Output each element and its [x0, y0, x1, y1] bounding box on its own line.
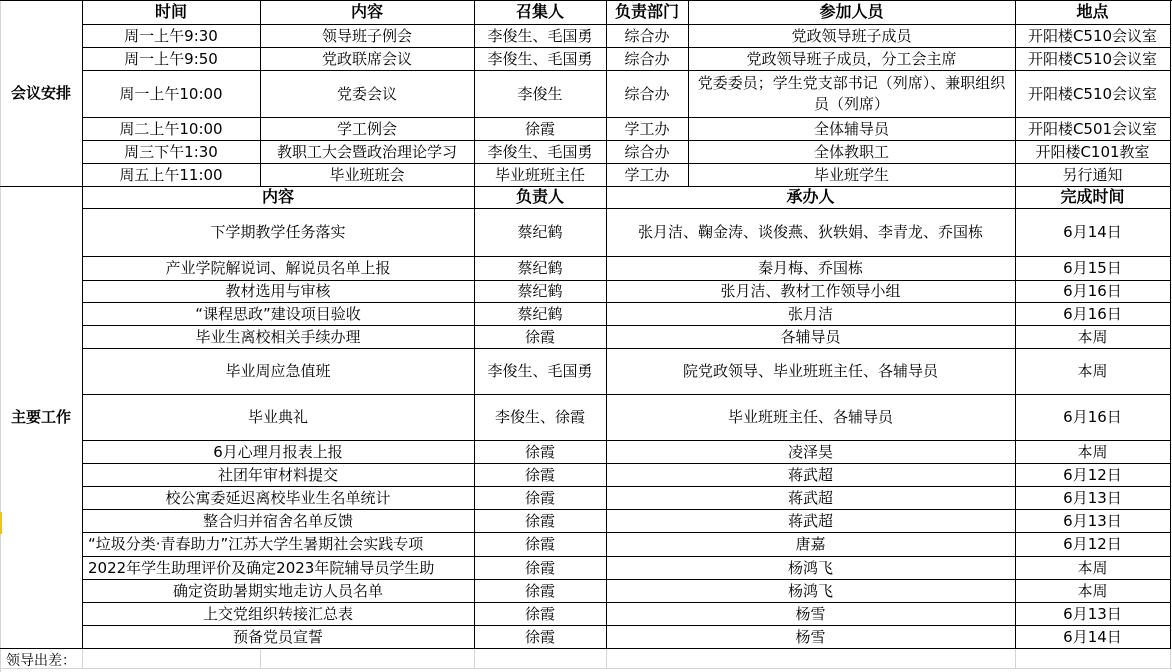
meetings-cell-location[interactable]: 开阳楼C510会议室: [1015, 24, 1171, 48]
work-cell-content[interactable]: 校公寓委延迟离校毕业生名单统计: [82, 486, 475, 510]
work-cell-content[interactable]: 整合归并宿舍名单反馈: [82, 509, 475, 533]
work-cell-handler[interactable]: 凌泽昊: [606, 440, 1016, 464]
work-cell-handler[interactable]: 蒋武超: [606, 509, 1016, 533]
meetings-cell-location[interactable]: 开阳楼C501会议室: [1015, 117, 1171, 141]
meetings-cell-time[interactable]: 周一上午9:30: [82, 24, 261, 48]
work-cell-handler[interactable]: 张月洁、鞠金涛、谈俊燕、狄轶娟、李青龙、乔国栋: [606, 208, 1016, 257]
meetings-cell-location[interactable]: 开阳楼C101教室: [1015, 140, 1171, 164]
work-cell-content[interactable]: 毕业典礼: [82, 394, 475, 441]
work-cell-handler[interactable]: 蒋武超: [606, 486, 1016, 510]
work-cell-handler[interactable]: 杨雪: [606, 625, 1016, 649]
work-cell-deadline[interactable]: 本周: [1015, 579, 1171, 603]
meetings-cell-time[interactable]: 周五上午11:00: [82, 163, 261, 187]
work-header-content[interactable]: 内容: [82, 186, 475, 209]
meetings-cell-dept[interactable]: 学工办: [606, 163, 689, 187]
work-cell-owner[interactable]: 蔡纪鹤: [474, 302, 607, 326]
work-cell-deadline[interactable]: 6月16日: [1015, 280, 1171, 303]
meetings-cell-time[interactable]: 周三下午1:30: [82, 140, 261, 164]
work-cell-deadline[interactable]: 6月16日: [1015, 302, 1171, 326]
work-cell-content[interactable]: 毕业周应急值班: [82, 348, 475, 395]
work-cell-handler[interactable]: 蒋武超: [606, 463, 1016, 487]
work-cell-owner[interactable]: 徐霞: [474, 486, 607, 510]
work-cell-deadline[interactable]: 本周: [1015, 556, 1171, 580]
work-cell-deadline[interactable]: 本周: [1015, 325, 1171, 349]
meetings-cell-content[interactable]: 党政联席会议: [260, 47, 475, 71]
meetings-cell-attendees[interactable]: 党政领导班子成员: [688, 24, 1016, 48]
work-header-owner[interactable]: 负责人: [474, 186, 607, 209]
work-cell-owner[interactable]: 蔡纪鹤: [474, 208, 607, 257]
work-cell-handler[interactable]: 院党政领导、毕业班班主任、各辅导员: [606, 348, 1016, 395]
work-cell-owner[interactable]: 蔡纪鹤: [474, 280, 607, 303]
work-header-deadline[interactable]: 完成时间: [1015, 186, 1171, 209]
meetings-cell-content[interactable]: 学工例会: [260, 117, 475, 141]
work-cell-deadline[interactable]: 6月13日: [1015, 486, 1171, 510]
meetings-cell-attendees[interactable]: 全体辅导员: [688, 117, 1016, 141]
meetings-cell-location[interactable]: 开阳楼C510会议室: [1015, 70, 1171, 118]
work-header-handler[interactable]: 承办人: [606, 186, 1016, 209]
meetings-cell-time[interactable]: 周一上午9:50: [82, 47, 261, 71]
meetings-header-attendees[interactable]: 参加人员: [688, 0, 1016, 25]
work-cell-owner[interactable]: 徐霞: [474, 509, 607, 533]
work-cell-content[interactable]: 社团年审材料提交: [82, 463, 475, 487]
meetings-header-dept[interactable]: 负责部门: [606, 0, 689, 25]
work-cell-content[interactable]: 2022年学生助理评价及确定2023年院辅导员学生助: [82, 556, 475, 580]
work-cell-handler[interactable]: 杨鸿飞: [606, 579, 1016, 603]
meetings-cell-dept[interactable]: 综合办: [606, 24, 689, 48]
meetings-cell-convener[interactable]: 徐霞: [474, 117, 607, 141]
meetings-cell-time[interactable]: 周一上午10:00: [82, 70, 261, 118]
work-cell-content[interactable]: 6月心理月报表上报: [82, 440, 475, 464]
work-cell-content[interactable]: 产业学院解说词、解说员名单上报: [82, 256, 475, 281]
meetings-cell-content[interactable]: 教职工大会暨政治理论学习: [260, 140, 475, 164]
work-cell-deadline[interactable]: 6月14日: [1015, 208, 1171, 257]
work-cell-owner[interactable]: 李俊生、徐霞: [474, 394, 607, 441]
work-cell-handler[interactable]: 杨雪: [606, 602, 1016, 626]
meetings-cell-convener[interactable]: 毕业班班主任: [474, 163, 607, 187]
meetings-section-label[interactable]: 会议安排: [0, 0, 83, 187]
work-cell-handler[interactable]: 各辅导员: [606, 325, 1016, 349]
meetings-cell-content[interactable]: 党委会议: [260, 70, 475, 118]
work-cell-deadline[interactable]: 6月16日: [1015, 394, 1171, 441]
meetings-cell-attendees[interactable]: 毕业班学生: [688, 163, 1016, 187]
meetings-header-location[interactable]: 地点: [1015, 0, 1171, 25]
work-cell-owner[interactable]: 徐霞: [474, 325, 607, 349]
work-cell-deadline[interactable]: 6月14日: [1015, 625, 1171, 649]
meetings-cell-dept[interactable]: 综合办: [606, 47, 689, 71]
footer-business-trip-label[interactable]: 领导出差：: [6, 653, 76, 669]
work-cell-content[interactable]: 预备党员宣誓: [82, 625, 475, 649]
work-cell-owner[interactable]: 徐霞: [474, 463, 607, 487]
work-cell-handler[interactable]: 秦月梅、乔国栋: [606, 256, 1016, 281]
meetings-cell-dept[interactable]: 学工办: [606, 117, 689, 141]
work-cell-deadline[interactable]: 本周: [1015, 440, 1171, 464]
meetings-cell-convener[interactable]: 李俊生、毛国勇: [474, 24, 607, 48]
meetings-header-time[interactable]: 时间: [82, 0, 261, 25]
meetings-cell-content[interactable]: 毕业班班会: [260, 163, 475, 187]
work-cell-content[interactable]: “垃圾分类·青春助力”江苏大学生暑期社会实践专项: [82, 532, 475, 557]
work-cell-content[interactable]: “课程思政”建设项目验收: [82, 302, 475, 326]
work-cell-owner[interactable]: 徐霞: [474, 440, 607, 464]
work-cell-deadline[interactable]: 6月15日: [1015, 256, 1171, 281]
work-cell-handler[interactable]: 杨鸿飞: [606, 556, 1016, 580]
meetings-cell-dept[interactable]: 综合办: [606, 70, 689, 118]
work-cell-content[interactable]: 上交党组织转接汇总表: [82, 602, 475, 626]
meetings-cell-content[interactable]: 领导班子例会: [260, 24, 475, 48]
work-cell-deadline[interactable]: 本周: [1015, 348, 1171, 395]
work-cell-content[interactable]: 教材选用与审核: [82, 280, 475, 303]
work-cell-content[interactable]: 下学期教学任务落实: [82, 208, 475, 257]
work-cell-owner[interactable]: 蔡纪鹤: [474, 256, 607, 281]
meetings-cell-attendees[interactable]: 党政领导班子成员，分工会主席: [688, 47, 1016, 71]
work-cell-deadline[interactable]: 6月13日: [1015, 509, 1171, 533]
work-cell-owner[interactable]: 徐霞: [474, 556, 607, 580]
meetings-header-content[interactable]: 内容: [260, 0, 475, 25]
work-cell-deadline[interactable]: 6月12日: [1015, 463, 1171, 487]
work-cell-deadline[interactable]: 6月12日: [1015, 532, 1171, 557]
meetings-cell-location[interactable]: 另行通知: [1015, 163, 1171, 187]
work-cell-owner[interactable]: 徐霞: [474, 602, 607, 626]
work-section-label[interactable]: 主要工作: [0, 186, 83, 649]
meetings-cell-time[interactable]: 周二上午10:00: [82, 117, 261, 141]
meetings-cell-attendees[interactable]: 党委委员；学生党支部书记（列席）、兼职组织员（列席）: [688, 70, 1016, 118]
meetings-cell-dept[interactable]: 综合办: [606, 140, 689, 164]
work-cell-deadline[interactable]: 6月13日: [1015, 602, 1171, 626]
work-cell-owner[interactable]: 李俊生、毛国勇: [474, 348, 607, 395]
meetings-header-convener[interactable]: 召集人: [474, 0, 607, 25]
work-cell-owner[interactable]: 徐霞: [474, 579, 607, 603]
work-cell-handler[interactable]: 张月洁: [606, 302, 1016, 326]
work-cell-owner[interactable]: 徐霞: [474, 532, 607, 557]
work-cell-owner[interactable]: 徐霞: [474, 625, 607, 649]
work-cell-handler[interactable]: 张月洁、教材工作领导小组: [606, 280, 1016, 303]
meetings-cell-location[interactable]: 开阳楼C510会议室: [1015, 47, 1171, 71]
work-cell-handler[interactable]: 毕业班班主任、各辅导员: [606, 394, 1016, 441]
meetings-cell-convener[interactable]: 李俊生、毛国勇: [474, 47, 607, 71]
meetings-cell-convener[interactable]: 李俊生: [474, 70, 607, 118]
meetings-cell-convener[interactable]: 李俊生、毛国勇: [474, 140, 607, 164]
meetings-cell-attendees[interactable]: 全体教职工: [688, 140, 1016, 164]
work-cell-handler[interactable]: 唐嘉: [606, 532, 1016, 557]
work-cell-content[interactable]: 确定资助暑期实地走访人员名单: [82, 579, 475, 603]
work-cell-content[interactable]: 毕业生离校相关手续办理: [82, 325, 475, 349]
